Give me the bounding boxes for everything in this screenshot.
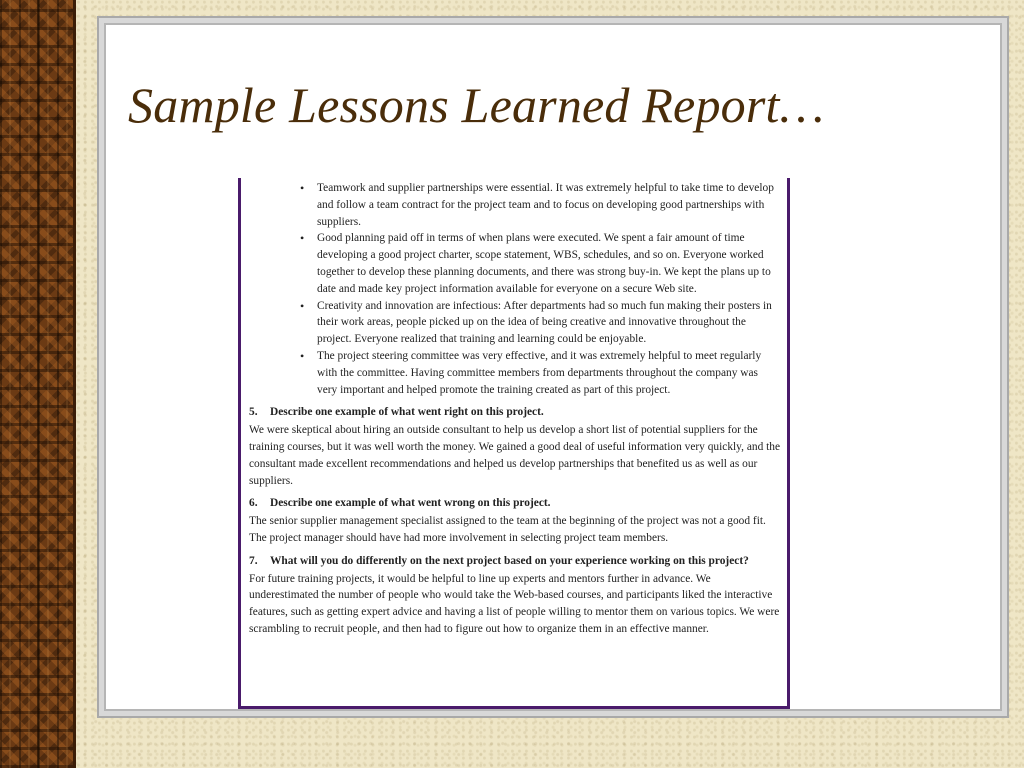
bullet-item: • Creativity and innovation are infectious: After departments had so much fun making their posters in their work areas, people picked up on the idea of being creative and innovative throughout the project. Everyone realized that training and learning could be enjoyable. [317, 298, 781, 348]
question-number: 7. [249, 554, 258, 567]
question-heading [249, 495, 781, 512]
wood-border-decoration [0, 0, 76, 768]
question-number: 5. [249, 406, 258, 419]
question-text: What will you do differently on the next project based on your experience working on this project? [270, 554, 749, 567]
lessons-bullet-list [249, 180, 781, 398]
question-answer: We were skeptical about hiring an outside consultant to help us develop a short list of potential suppliers for the training courses, but it was well worth the money. We gained a good deal of useful information very quickly, and the consultant made excellent recommendations and helped us develop partnerships that benefited us as well as our suppliers. [249, 424, 781, 487]
bullet-item: • The project steering committee was very effective, and it was extremely helpful to meet regularly with the committee. Having committee members from departments throughout the company was very important and helped promote the training created as part of this project. [317, 348, 781, 398]
bullet-item: • Good planning paid off in terms of when plans were executed. We spent a fair amount of time developing a good project charter, scope statement, WBS, schedules, and so on. Everyone worked together to develop these planning documents, and there was strong buy-in. We kept the plans up to date and made key project information available for everyone on a secure Web site. [317, 230, 781, 297]
question-heading [249, 553, 781, 570]
question-answer: For future training projects, it would be helpful to line up experts and mentors further in advance. We underestimated the number of people who would take the Web-based courses, and participants liked the interactive features, such as getting expert advice and having a list of people willing to mentor them on various topics. We were scrambling to recruit people, and then had to figure out how to organize them in an effective manner. [249, 572, 780, 635]
bullet-item: • Teamwork and supplier partnerships were essential. It was extremely helpful to take time to develop and follow a team contract for the project team and to focus on developing good partnerships with suppliers. [317, 180, 781, 230]
scanned-document [238, 178, 790, 709]
slide-title: Sample Lessons Learned Report… [128, 77, 825, 133]
question-text: Describe one example of what went wrong on this project. [270, 497, 551, 510]
question-number: 6. [249, 497, 258, 510]
question-text: Describe one example of what went right on this project. [270, 406, 544, 419]
question-answer: The senior supplier management specialist assigned to the team at the beginning of the project was not a good fit. The project manager should have had more involvement in selecting project team members. [249, 515, 766, 544]
question-heading [249, 404, 781, 421]
